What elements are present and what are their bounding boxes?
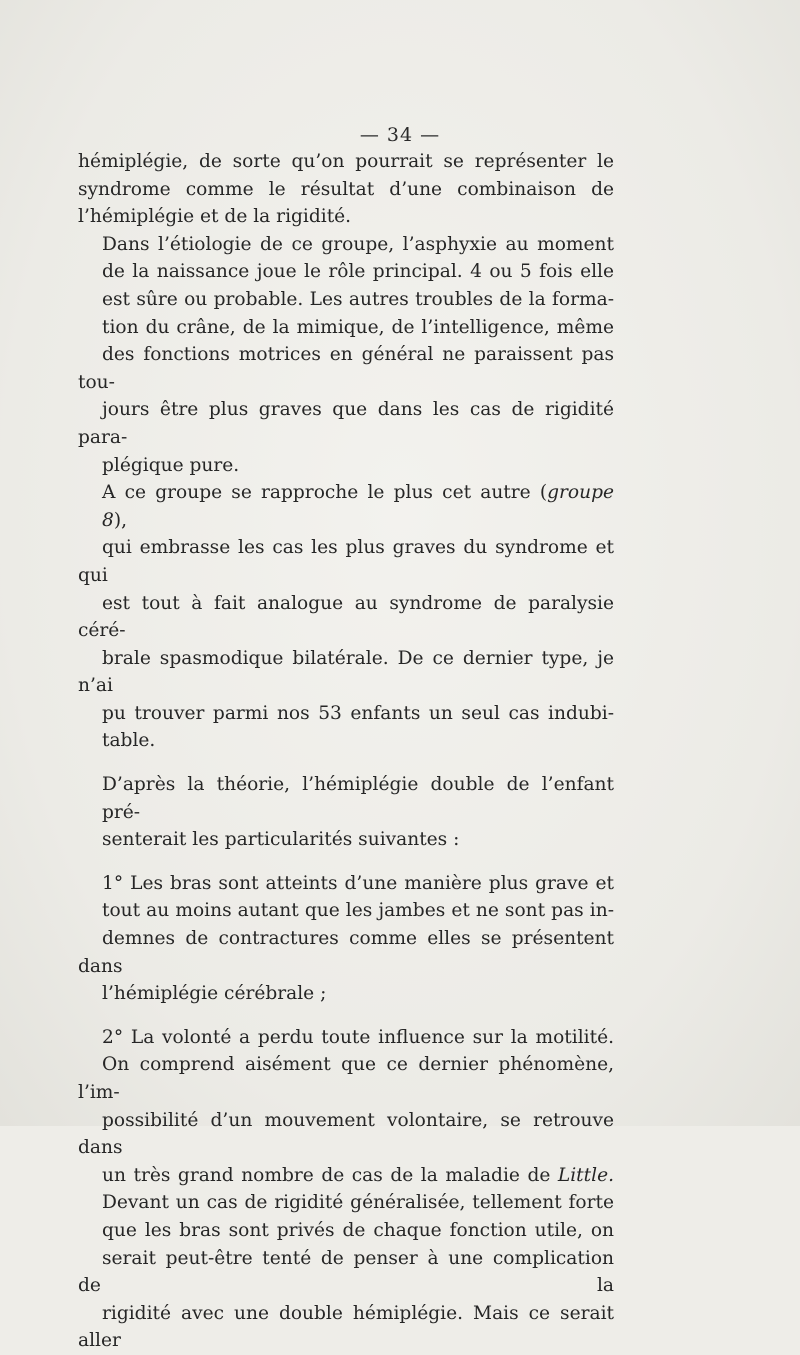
- text-line: [78, 479, 614, 534]
- list-item-2: [78, 1024, 614, 1355]
- text-line: plégique pure.: [102, 454, 240, 476]
- text-fragment: ),: [113, 509, 128, 531]
- text-line: pu trouver parmi nos 53 enfants un seul cas indubi-: [102, 702, 614, 724]
- paragraph-2: [78, 231, 614, 479]
- text-line: 1° Les bras sont atteints d’une manière plus grave et: [102, 872, 614, 894]
- text-line: l’hémiplégie cérébrale ;: [102, 983, 327, 1005]
- paragraph-1: [78, 148, 614, 231]
- text-line: est tout à fait analogue au syndrome de paralysie céré-: [78, 592, 614, 642]
- text-line: est sûre ou probable. Les autres troubles de la forma-: [102, 288, 614, 310]
- paragraph-4: [78, 771, 614, 854]
- text-line: demnes de contractures comme elles se présentent dans: [78, 928, 614, 977]
- text-line: rigidité avec une double hémiplégie. Mais ce serait aller: [78, 1302, 614, 1352]
- text-line: Dans l’étiologie de ce groupe, l’asphyxie au moment: [102, 233, 614, 255]
- italic-name: Little.: [557, 1164, 614, 1186]
- text-line: possibilité d’un mouvement volontaire, se retrouve dans: [78, 1109, 614, 1159]
- text-line: hémiplégie, de sorte qu’on pourrait se représenter le: [78, 151, 614, 172]
- list-item-1: [78, 870, 614, 1008]
- text-line: senterait les particularités suivantes :: [102, 829, 460, 851]
- text-fragment: A ce groupe se rapproche le plus cet autre (: [102, 482, 548, 504]
- text-line: jours être plus graves que dans les cas de rigidité para-: [78, 399, 614, 448]
- text-line: 2° La volonté a perdu toute influence sur la motilité.: [102, 1026, 614, 1048]
- text-line: syndrome comme le résultat d’une combinaison de: [78, 178, 614, 200]
- text-line: D’après la théorie, l’hémiplégie double de l’enfant pré-: [102, 774, 614, 823]
- italic-reference: groupe 8: [102, 482, 614, 531]
- text-line: tion du crâne, de la mimique, de l’intelligence, même: [102, 316, 614, 338]
- text-line: l’hémiplégie et de la rigidité.: [78, 206, 352, 228]
- text-line: de la naissance joue le rôle principal. 4 ou 5 fois elle: [102, 261, 614, 283]
- page-number: — 34 —: [359, 124, 441, 146]
- text-line: que les bras sont privés de chaque fonction utile, on: [102, 1219, 614, 1241]
- text-line: serait peut-être tenté de penser à une complication de la: [78, 1247, 614, 1297]
- text-line: [78, 1162, 614, 1190]
- paragraph-3: [78, 479, 614, 755]
- text-fragment: un très grand nombre de cas de la maladie de: [102, 1164, 558, 1186]
- body-text: [78, 148, 614, 1355]
- text-line: qui embrasse les cas les plus graves du syndrome et qui: [78, 537, 614, 586]
- text-line: tout au moins autant que les jambes et ne sont pas in-: [102, 900, 614, 922]
- text-line: des fonctions motrices en général ne paraissent pas tou-: [78, 344, 614, 393]
- text-line: On comprend aisément que ce dernier phénomène, l’im-: [78, 1054, 614, 1103]
- text-line: Devant un cas de rigidité généralisée, tellement forte: [102, 1192, 614, 1214]
- text-line: brale spasmodique bilatérale. De ce dernier type, je n’ai: [78, 647, 614, 697]
- text-line: table.: [102, 730, 156, 752]
